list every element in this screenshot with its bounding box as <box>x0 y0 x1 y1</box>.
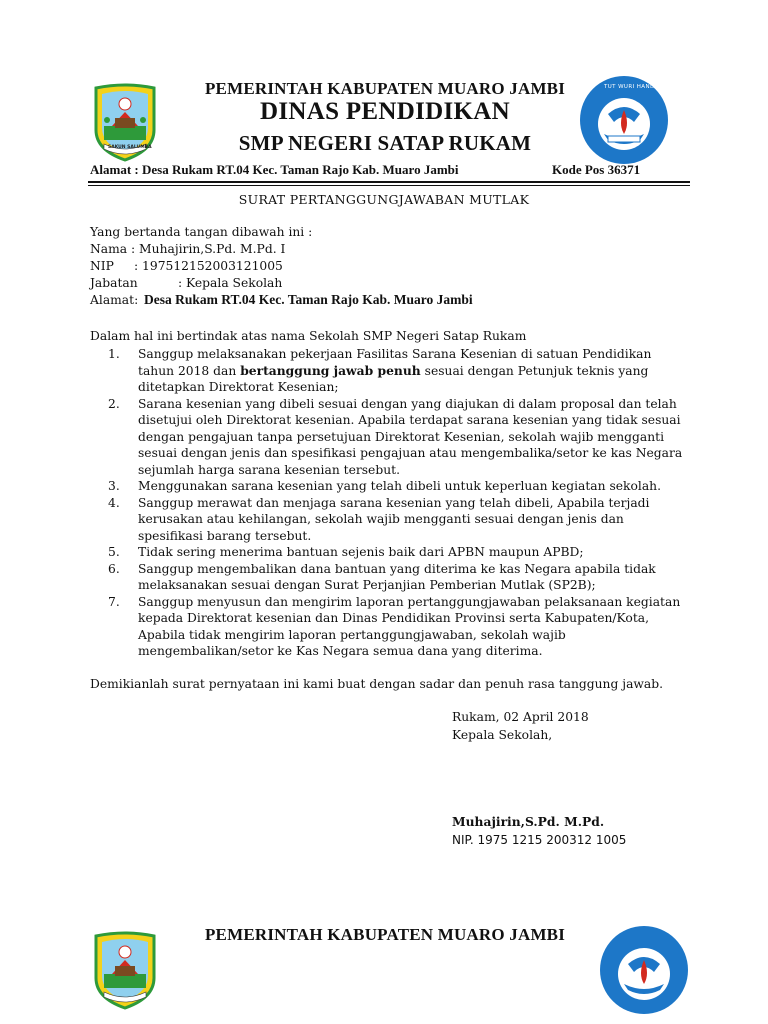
list-item <box>108 594 688 660</box>
list-item-number: 6. <box>108 561 120 576</box>
position-value: : Kepala Sekolah <box>178 276 283 290</box>
list-item-text: Sanggup melaksanakan pekerjaan Fasilitas Sarana Kesenian di satuan Pendidikan tahun 2018 dan bertanggung jawab penuh sesuai dengan Petunjuk teknis yang ditetapkan Direktorat Kesenian; <box>138 347 652 394</box>
list-item-text: Sarana kesenian yang dibeli sesuai dengan yang diajukan di dalam proposal dan telah disetujui oleh Direktorat kesenian. Apabila terdapat sarana kesenian yang tidak sesuai dengan pengajuan tanpa persetujuan Direktorat Kesenian, sekolah wajib mengganti sesuai dengan jenis dan spesifikasi pengajuan atau mengembalika/setor ke kas Negara sejumlah harga sarana kesenian tersebut. <box>138 396 683 477</box>
header-divider <box>88 181 690 183</box>
header-address: Alamat : Desa Rukam RT.04 Kec. Taman Rajo Kab. Muaro Jambi <box>90 162 459 177</box>
list-item <box>108 495 688 545</box>
identity-intro: Yang bertanda tangan dibawah ini : <box>90 225 313 239</box>
place-date: Rukam, 02 April 2018 <box>452 710 589 724</box>
header-address-row <box>90 162 690 178</box>
list-item-number: 7. <box>108 594 120 609</box>
name-label: Nama <box>90 242 128 256</box>
muaro-jambi-crest-icon <box>92 82 158 162</box>
list-item-text: Sanggup mengembalikan dana bantuan yang diterima ke kas Negara apabila tidak melaksanakan sesuai dengan Surat Perjanjian Pemberian Mutlak (SP2B); <box>138 561 656 592</box>
header-government: PEMERINTAH KABUPATEN MUARO JAMBI <box>204 79 566 98</box>
address-value: Desa Rukam RT.04 Kec. Taman Rajo Kab. Muaro Jambi <box>144 292 473 307</box>
list-item-text: Sanggup merawat dan menjaga sarana kesenian yang telah dibeli, Apabila terjadi kerusakan atau kehilangan, sekolah wajib mengganti sesuai dengan jenis dan spesifikasi barang tersebut. <box>138 495 650 543</box>
list-item-text: Tidak sering menerima bantuan sejenis baik dari APBN maupun APBD; <box>138 545 584 559</box>
header-school: SMP NEGERI SATAP RUKAM <box>238 131 532 155</box>
list-item-text: Sanggup menyusun dan mengirim laporan pertanggungjawaban pelaksanaan kegiatan kepada Direktorat kesenian dan Dinas Pendidikan Provinsi serta Kabupaten/Kota, Apabila tidak mengirim laporan pertanggungjawaban, sekolah wajib mengembalikan/setor ke Kas Negara semua dana yang diterima. <box>138 594 681 658</box>
list-item-number: 2. <box>108 396 120 411</box>
signer-name: Muhajirin,S.Pd. M.Pd. <box>452 814 605 829</box>
signer-role: Kepala Sekolah, <box>452 728 553 742</box>
nip-value: : 197512152003121005 <box>134 259 283 273</box>
header-agency: DINAS PENDIDIKAN <box>260 98 510 125</box>
signer-nip: NIP. 1975 1215 200312 1005 <box>452 833 627 847</box>
list-item-number: 3. <box>108 479 120 493</box>
list-item-number: 4. <box>108 495 120 510</box>
document-title: SURAT PERTANGGUNGJAWABAN MUTLAK <box>238 192 530 207</box>
muaro-jambi-crest-icon <box>92 930 158 1010</box>
emphasis: bertanggung jawab penuh <box>240 362 421 378</box>
list-item <box>108 478 688 495</box>
closing-statement: Demikianlah surat pernyataan ini kami buat dengan sadar dan penuh rasa tanggung jawab. <box>90 677 664 691</box>
list-item <box>108 544 688 561</box>
header-divider-thin <box>88 185 690 186</box>
nip-label: NIP <box>90 259 114 273</box>
list-item <box>108 346 688 396</box>
left-crest-caption: SAKUN SALUMBA <box>108 145 152 150</box>
address-label: Alamat: <box>90 293 139 307</box>
position-label: Jabatan <box>90 276 138 290</box>
list-item-text: Menggunakan sarana kesenian yang telah dibeli untuk keperluan kegiatan sekolah. <box>138 479 662 493</box>
right-logo-caption: TUT WURI HANDAYANI <box>604 84 673 90</box>
list-item <box>108 396 688 479</box>
list-item-number: 1. <box>108 347 120 361</box>
commitment-list <box>108 346 688 660</box>
footer-header-government: PEMERINTAH KABUPATEN MUARO JAMBI <box>204 925 566 944</box>
name-value: : Muhajirin,S.Pd. M.Pd. I <box>131 242 286 256</box>
header-postal-code: Kode Pos 36371 <box>552 162 641 177</box>
list-item-number: 5. <box>108 545 120 559</box>
list-item <box>108 561 688 594</box>
body-intro: Dalam hal ini bertindak atas nama Sekolah SMP Negeri Satap Rukam <box>90 329 527 343</box>
